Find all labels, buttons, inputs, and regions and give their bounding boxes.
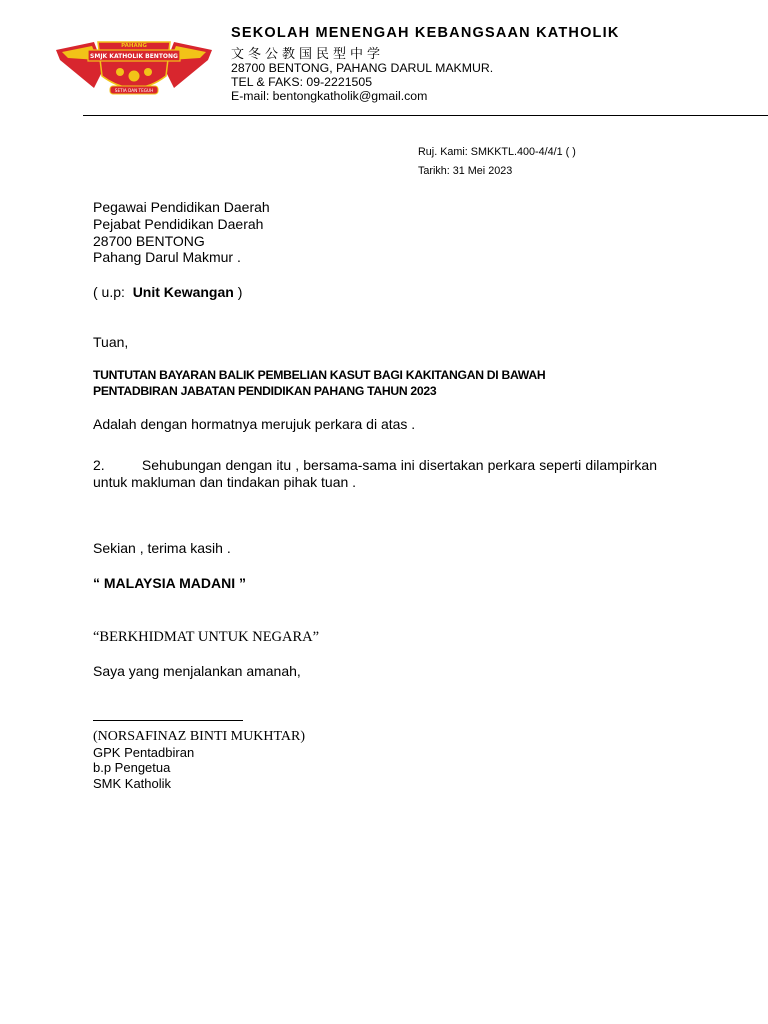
- school-logo: [54, 38, 214, 100]
- subject-line: TUNTUTAN BAYARAN BALIK PEMBELIAN KASUT BAGI KAKITANGAN DI BAWAH: [93, 368, 546, 382]
- closing-trust: Saya yang menjalankan amanah,: [93, 663, 301, 679]
- salutation: Tuan,: [93, 334, 129, 350]
- subject-line: PENTADBIRAN JABATAN PENDIDIKAN PAHANG TAHUN 2023: [93, 384, 437, 398]
- letter-date: Tarikh: 31 Mei 2023: [418, 165, 513, 177]
- attention-unit: Unit Kewangan: [132, 284, 234, 300]
- signatory-school: SMK Katholik: [93, 776, 172, 791]
- school-email: E-mail: bentongkatholik@gmail.com: [231, 89, 428, 103]
- school-address: 28700 BENTONG, PAHANG DARUL MAKMUR.: [231, 61, 494, 75]
- slogan-berkhidmat: “BERKHIDMAT UNTUK NEGARA”: [93, 629, 320, 645]
- paragraph-1: Adalah dengan hormatnya merujuk perkara di atas .: [93, 416, 416, 432]
- paragraph-2-number: 2.: [93, 457, 105, 473]
- signature-line: [93, 720, 243, 721]
- attention-line: [93, 284, 242, 300]
- signatory-on-behalf: b.p Pengetua: [93, 760, 171, 775]
- school-phone: TEL & FAKS: 09-2221505: [231, 75, 373, 89]
- slogan-malaysia-madani: “ MALAYSIA MADANI ”: [93, 575, 246, 591]
- school-name: SEKOLAH MENENGAH KEBANGSAAN KATHOLIK: [231, 25, 620, 41]
- logo-banner-text: SMJK KATHOLIK BENTONG: [90, 53, 178, 60]
- reference-number: Ruj. Kami: SMKKTL.400-4/4/1 ( ): [418, 146, 576, 158]
- header-divider: [83, 115, 768, 116]
- signatory-name: (NORSAFINAZ BINTI MUKHTAR): [93, 729, 305, 744]
- attention-suffix: ): [237, 284, 243, 300]
- recipient-line: Pahang Darul Makmur .: [93, 249, 241, 265]
- paragraph-2: [93, 457, 657, 490]
- logo-motto-text: SETIA DAN TEGUH: [114, 88, 154, 93]
- recipient-line: Pegawai Pendidikan Daerah: [93, 199, 270, 215]
- paragraph-2-text: Sehubungan dengan itu , bersama-sama ini disertakan perkara seperti dilampirkan untuk makluman dan tindakan pihak tuan .: [93, 457, 657, 490]
- closing-thanks: Sekian , terima kasih .: [93, 540, 231, 556]
- school-name-chinese: 文冬公教国民型中学: [231, 47, 385, 62]
- logo-top-text: PAHANG: [121, 43, 147, 49]
- attention-prefix: ( u.p:: [93, 284, 125, 300]
- signatory-title: GPK Pentadbiran: [93, 745, 195, 760]
- recipient-line: Pejabat Pendidikan Daerah: [93, 216, 264, 232]
- recipient-line: 28700 BENTONG: [93, 233, 205, 249]
